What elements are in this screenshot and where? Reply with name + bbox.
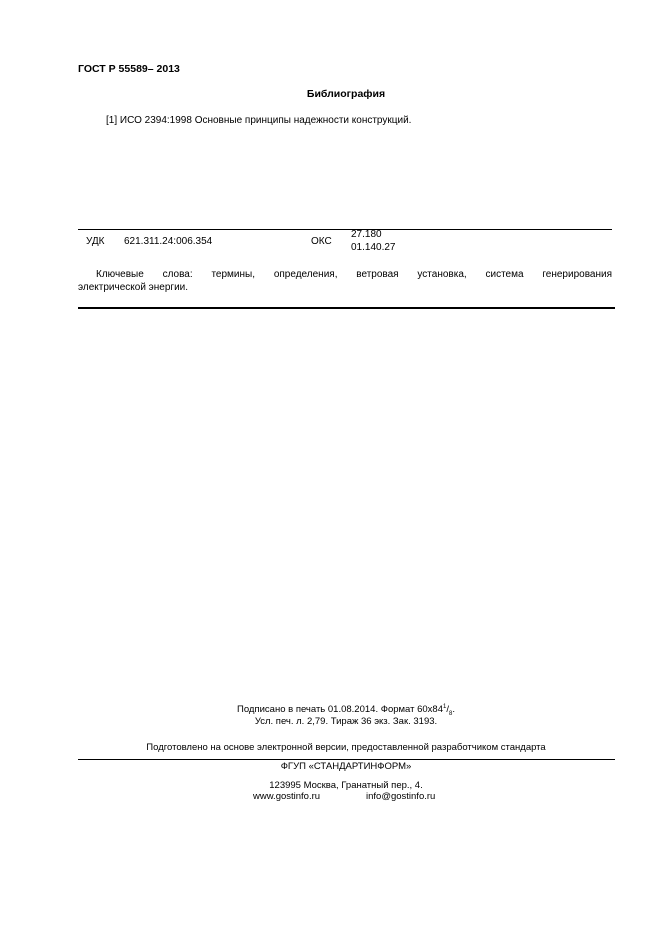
- document-header: ГОСТ Р 55589– 2013: [78, 63, 180, 75]
- publisher-email[interactable]: info@gostinfo.ru: [366, 791, 436, 802]
- format-denominator: 8: [448, 711, 453, 718]
- section-divider: [78, 307, 615, 309]
- format-numerator: 1: [443, 704, 447, 710]
- keywords-line: Ключевые слова: термины, определения, ветровая установка, система генерирования: [96, 269, 612, 280]
- bibliography-title: Библиография: [306, 88, 386, 100]
- publisher-name: ФГУП «СТАНДАРТИНФОРМ»: [280, 761, 412, 772]
- format-suffix: .: [452, 704, 455, 716]
- udk-code: 621.311.24:006.354: [124, 236, 213, 247]
- oks-code: 27.180: [351, 229, 382, 240]
- classification-divider: [78, 229, 612, 230]
- imprint-signed: Подписано в печать 01.08.2014. Формат $60х84^1/_8$.: [237, 704, 455, 718]
- keywords-paragraph: [78, 268, 612, 294]
- footer-divider: [78, 759, 615, 760]
- publisher-address: 123995 Москва, Гранатный пер., 4.: [269, 780, 423, 791]
- publisher-website[interactable]: www.gostinfo.ru: [253, 791, 321, 802]
- udk-label: УДК: [86, 236, 105, 247]
- oks-label: ОКС: [311, 236, 332, 247]
- imprint-signed-text: Подписано в печать 01.08.2014. Формат 60х84: [237, 704, 443, 716]
- prepared-note: Подготовлено на основе электронной версии, предоставленной разработчиком стандарта: [146, 742, 546, 753]
- imprint-details: Усл. печ. л. 2,79. Тираж 36 экз. Зак. 3193.: [254, 716, 438, 727]
- keywords-line: электрической энергии.: [78, 282, 189, 293]
- oks-code: 01.140.27: [351, 242, 396, 253]
- bibliography-item: [1] ИСО 2394:1998 Основные принципы надежности конструкций.: [106, 115, 412, 126]
